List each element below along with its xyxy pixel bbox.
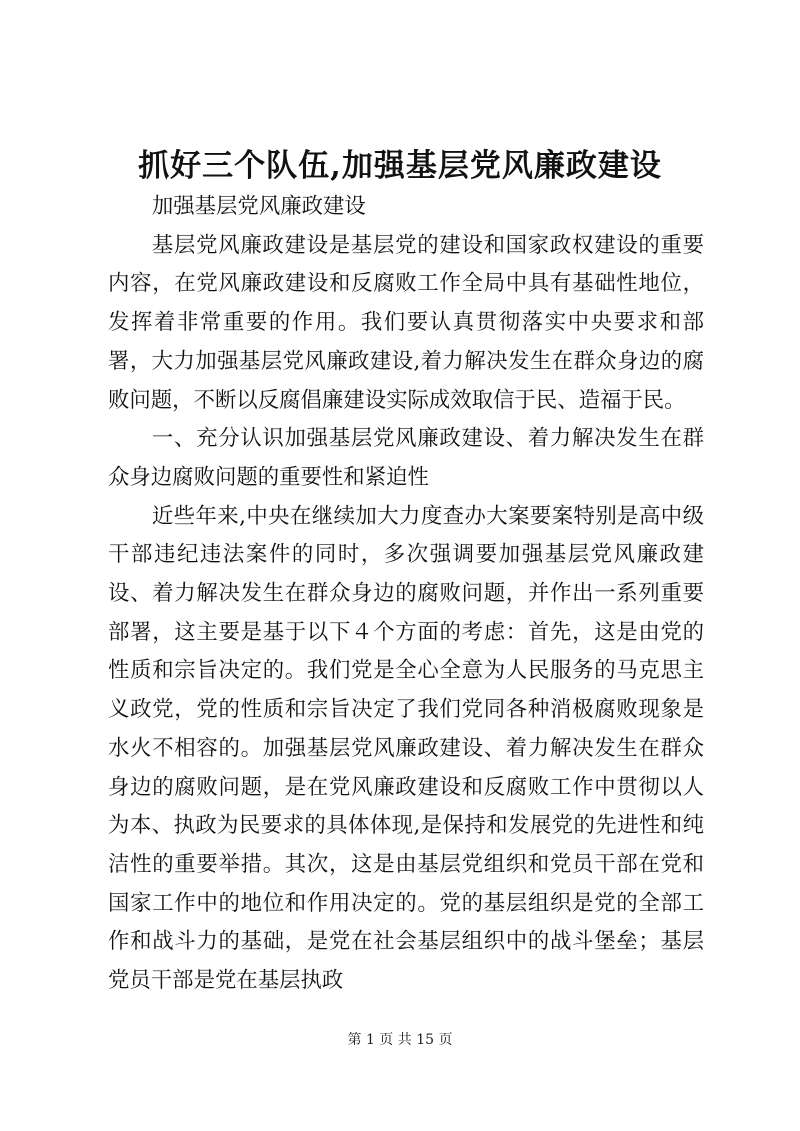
- page-number: 第 1 页 共 15 页: [347, 1032, 453, 1048]
- document-title: 抓好三个队伍,加强基层党风廉政建设: [138, 148, 662, 184]
- document-body: [108, 188, 704, 1001]
- page-footer: [0, 1029, 800, 1049]
- paragraph-subtitle: 加强基层党风廉政建设: [151, 194, 366, 219]
- paragraph-body: 近些年来,中央在继续加大力度查办大案要案特别是高中级干部违纪违法案件的同时，多次强调要加强基层党风廉政建设、着力解决发生在群众身边的腐败问题，并作出一系列重要部署，这主要是基于以下４个方面的考虑：首先，这是由党的性质和宗旨决定的。我们党是全心全意为人民服务的马克思主义政党，党的性质和宗旨决定了我们党同各种消极腐败现象是水火不相容的。加强基层党风廉政建设、着力解决发生在群众身边的腐败问题，是在党风廉政建设和反腐败工作中贯彻以人为本、执政为民要求的具体体现,是保持和发展党的先进性和纯洁性的重要举措。其次，这是由基层党组织和党员干部在党和国家工作中的地位和作用决定的。党的基层组织是党的全部工作和战斗力的基础，是党在社会基层组织中的战斗堡垒；基层党员干部是党在基层执政: [108, 503, 704, 994]
- paragraph-intro: 基层党风廉政建设是基层党的建设和国家政权建设的重要内容，在党风廉政建设和反腐败工作全局中具有基础性地位，发挥着非常重要的作用。我们要认真贯彻落实中央要求和部署，大力加强基层党风廉政建设,着力解决发生在群众身边的腐败问题，不断以反腐倡廉建设实际成效取信于民、造福于民。: [108, 232, 704, 413]
- paragraph-section-heading: 一、充分认识加强基层党风廉政建设、着力解决发生在群众身边腐败问题的重要性和紧迫性: [108, 426, 704, 490]
